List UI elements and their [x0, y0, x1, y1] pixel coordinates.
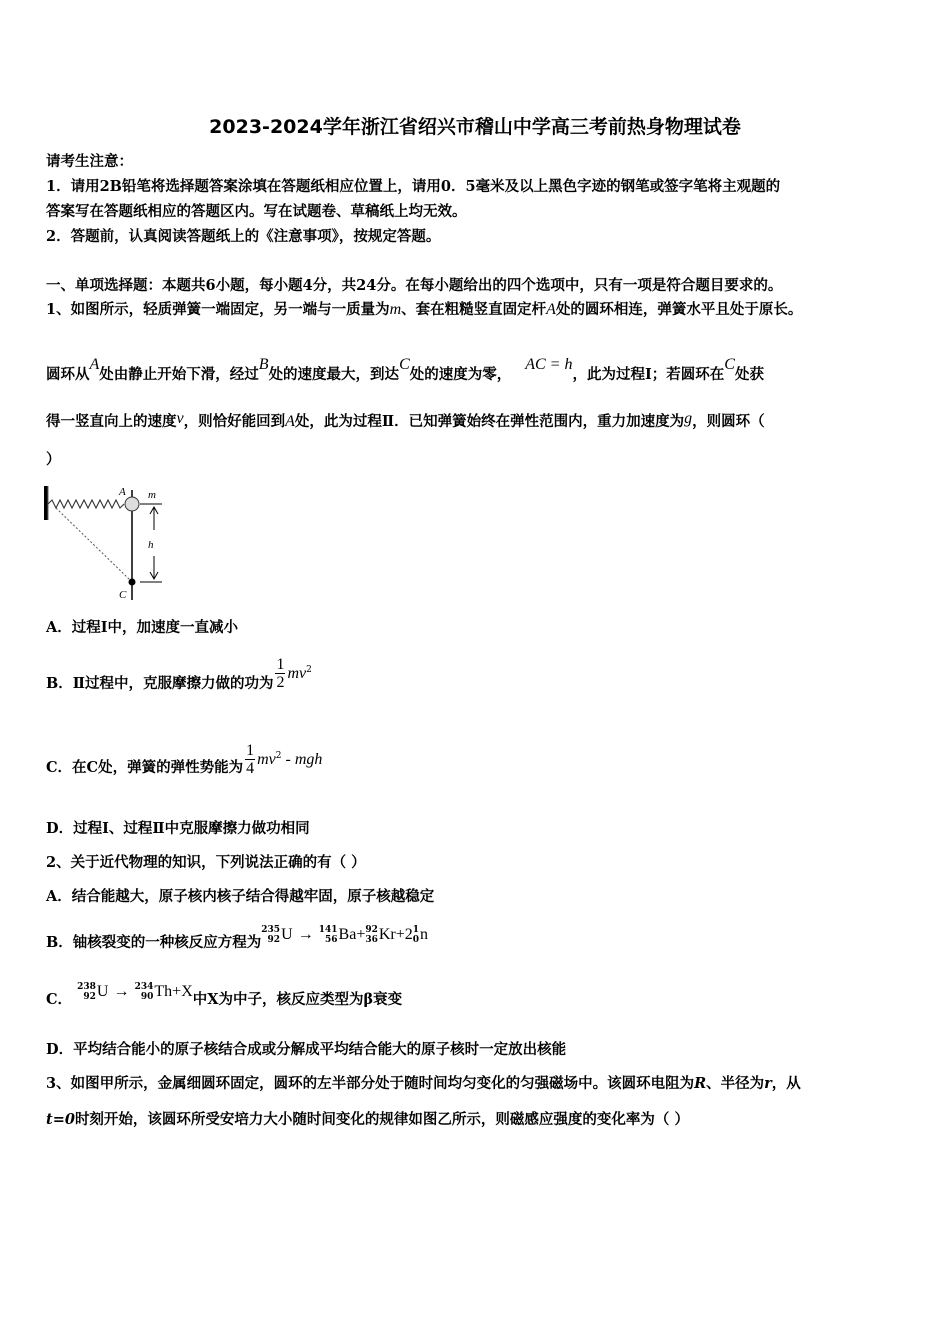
dashed-path [56, 508, 130, 580]
label-c: C [119, 589, 127, 601]
spring [48, 500, 124, 508]
q1-option-d: D．过程Ⅰ、过程Ⅱ中克服摩擦力做功相同 [46, 820, 310, 837]
q1-option-c: C．在C处，弹簧的弹性势能为 $\frac{1}{4}$ $mv^2$ - mgh [46, 742, 323, 778]
spring-ring-figure [44, 480, 174, 602]
q1-line2: 圆环从A处由静止开始下滑，经过B处的速度最大，到达C处的速度为零，AC = h，此为过程Ⅰ；若圆环在C处获 [46, 356, 764, 383]
wall [44, 486, 48, 520]
section-heading: 一、单项选择题：本题共6小题，每小题4分，共24分。在每小题给出的四个选项中，只有一项是符合题目要求的。 [46, 277, 783, 294]
q1-option-a: A．过程Ⅰ中，加速度一直减小 [46, 619, 239, 636]
page-title: 2023-2024学年浙江省绍兴市稽山中学高三考前热身物理试卷 [209, 116, 741, 138]
notice-line: 2．答题前，认真阅读答题纸上的《注意事项》，按规定答题。 [46, 228, 441, 245]
ring [125, 497, 139, 511]
q3-line2: t=0时刻开始，该圆环所受安培力大小随时间变化的规律如图乙所示，则磁感应强度的变化率为（ ） [46, 1111, 689, 1128]
q2-stem: 2、关于近代物理的知识，下列说法正确的有（ ） [46, 854, 366, 871]
label-m: m [148, 489, 156, 501]
q1-option-b: B．Ⅱ过程中，克服摩擦力做的功为 $\frac{1}{2}$ $mv^2$ [46, 656, 312, 692]
q1-line3: 得一竖直向上的速度v，则恰好能回到A处，此为过程Ⅱ．已知弹簧始终在弹性范围内，重力加速度为g，则圆环（ [46, 410, 765, 430]
q1-line4: ） [46, 451, 61, 468]
q2-option-d: D．平均结合能小的原子核结合成或分解成平均结合能大的原子核时一定放出核能 [46, 1041, 567, 1058]
label-h: h [148, 539, 154, 551]
label-a: A [119, 486, 126, 498]
notice-line: 答案写在答题纸相应的答题区内。写在试题卷、草稿纸上均无效。 [46, 203, 467, 220]
q2-option-a: A．结合能越大，原子核内核子结合得越牢固，原子核越稳定 [46, 888, 435, 905]
notice-line: 1．请用2B铅笔将选择题答案涂填在答题纸相应位置上，请用0．5毫米及以上黑色字迹的钢笔或签字笔将主观题的 [46, 178, 781, 195]
q1-line1: 1、如图所示，轻质弹簧一端固定，另一端与一质量为m、套在粗糙竖直固定杆A处的圆环相连，弹簧水平且处于原长。 [46, 301, 803, 318]
q2-option-c: C． 238 92 U → 234 90 Th+X中X为中子，核反应类型为β衰变 [46, 982, 403, 1008]
q2-option-b: B．铀核裂变的一种核反应方程为 235 92 U → 141 56 Ba+ 92 36 Kr+2 1 0 n [46, 925, 429, 951]
q3-line1: 3、如图甲所示，金属细圆环固定，圆环的左半部分处于随时间均匀变化的匀强磁场中。该圆环电阻为R、半径为r，从 [46, 1075, 801, 1092]
notice-heading: 请考生注意： [46, 153, 133, 170]
point-c [129, 579, 136, 586]
